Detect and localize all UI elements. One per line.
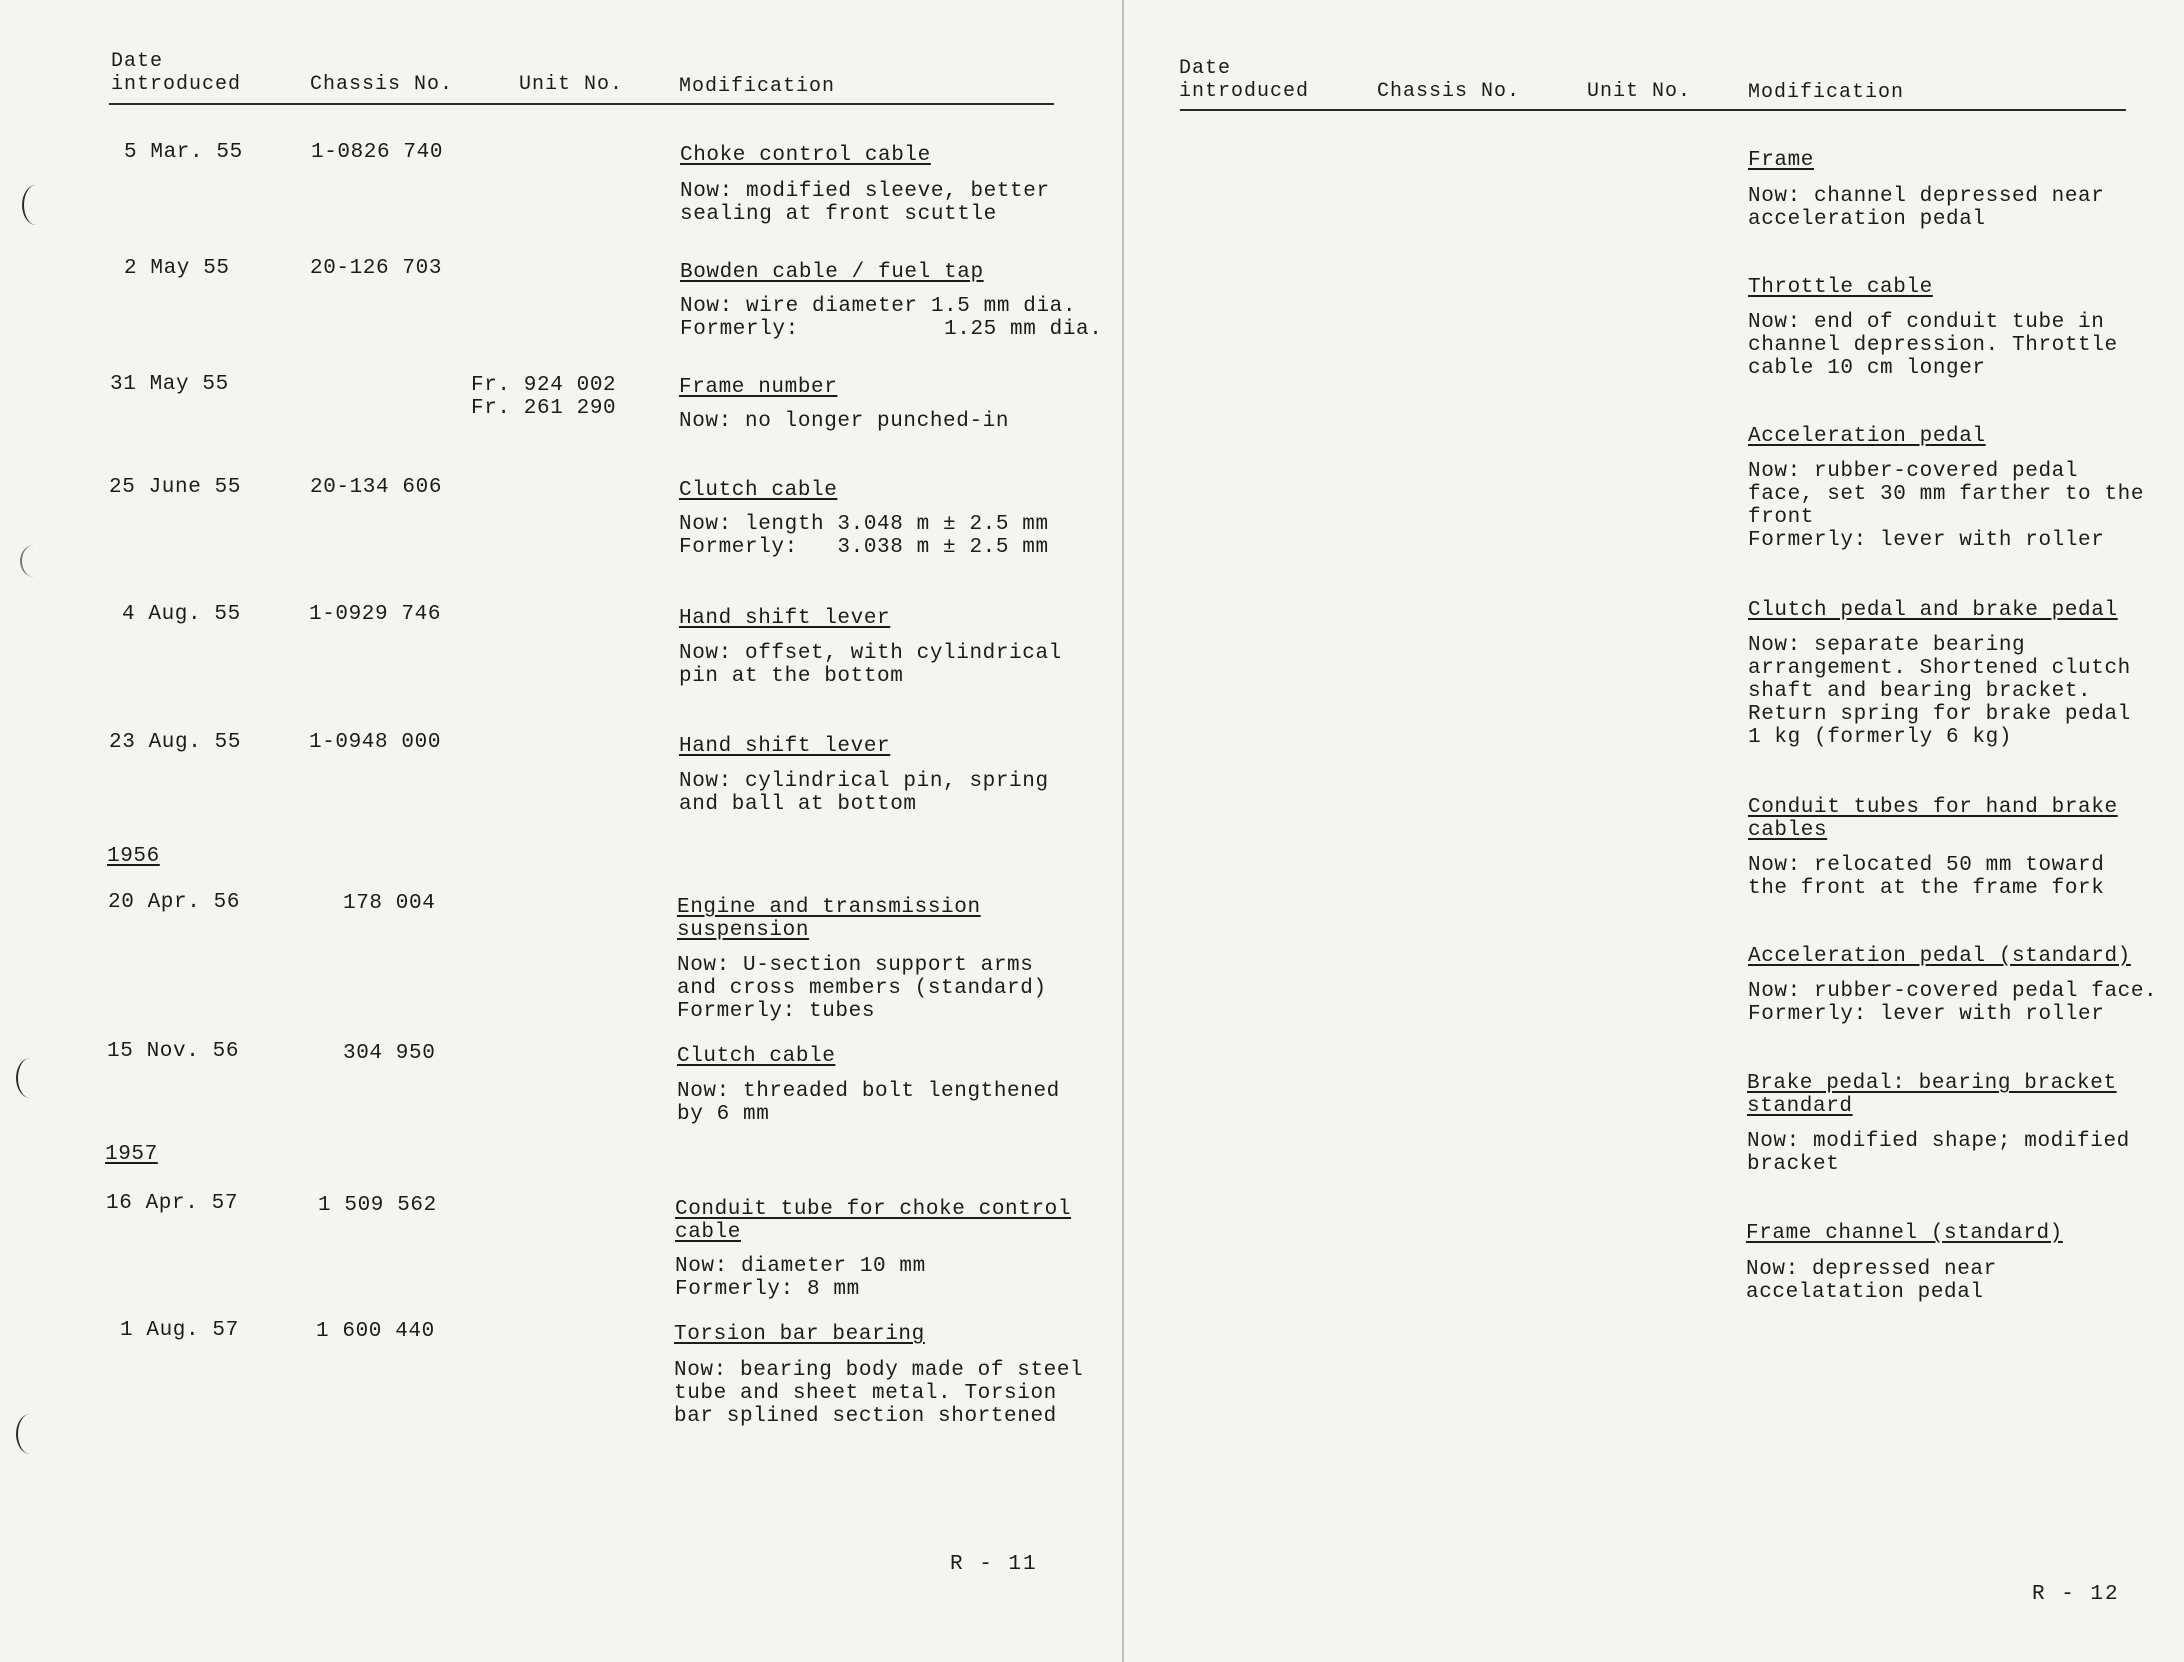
modification-body: Now: bearing body made of steel tube and sheet metal. Torsion bar splined section shortened: [674, 1359, 1084, 1428]
modification-title: Frame number: [679, 376, 838, 399]
modification-body: Now: relocated 50 mm toward the front at the frame fork: [1748, 854, 2105, 900]
modification-body: Now: rubber-covered pedal face. Formerly: lever with roller: [1748, 980, 2158, 1026]
row-chassis: 20-126 703: [310, 257, 443, 280]
modification-body: Now: wire diameter 1.5 mm dia. Formerly: 1.25 mm dia.: [680, 295, 1103, 341]
header-rule: [109, 103, 1054, 105]
header-modification: Modification: [1748, 81, 1905, 104]
modification-body: Now: offset, with cylindrical pin at the bottom: [679, 642, 1062, 688]
year-heading: 1957: [105, 1143, 158, 1166]
row-chassis: 1 600 440: [316, 1320, 435, 1343]
modification-body: Now: rubber-covered pedal face, set 30 mm farther to the front Formerly: lever with roller: [1748, 460, 2145, 552]
row-date: 2 May 55: [124, 257, 230, 280]
modification-body: Now: modified sleeve, better sealing at front scuttle: [680, 180, 1050, 226]
row-date: 20 Apr. 56: [108, 891, 241, 914]
modification-title: Throttle cable: [1748, 276, 1933, 299]
modification-title: Hand shift lever: [679, 735, 891, 758]
header-date: Date introduced: [111, 50, 242, 96]
modification-title: Conduit tube for choke control cable: [675, 1198, 1072, 1244]
header-chassis: Chassis No.: [1377, 80, 1521, 103]
modification-title: Engine and transmission suspension: [677, 896, 981, 942]
modification-title: Clutch pedal and brake pedal: [1748, 599, 2118, 622]
modification-title: Choke control cable: [680, 144, 931, 167]
row-chassis: 1-0929 746: [309, 603, 442, 626]
modification-title: Bowden cable / fuel tap: [680, 261, 984, 284]
modification-title: Acceleration pedal (standard): [1748, 945, 2131, 968]
row-date: 23 Aug. 55: [109, 731, 242, 754]
modification-body: Now: channel depressed near acceleration pedal: [1748, 185, 2105, 231]
modification-title: Clutch cable: [677, 1045, 836, 1068]
modification-body: Now: length 3.048 m ± 2.5 mm Formerly: 3.038 m ± 2.5 mm: [679, 513, 1049, 559]
header-rule: [1180, 109, 2126, 111]
modification-body: Now: no longer punched-in: [679, 410, 1010, 433]
modification-title: Hand shift lever: [679, 607, 891, 630]
modification-title: Conduit tubes for hand brake cables: [1748, 796, 2118, 842]
row-unit: Fr. 924 002 Fr. 261 290: [471, 374, 617, 420]
year-heading: 1956: [107, 845, 160, 868]
modification-body: Now: depressed near accelatation pedal: [1746, 1258, 1997, 1304]
row-date: 25 June 55: [109, 476, 242, 499]
modification-body: Now: cylindrical pin, spring and ball at bottom: [679, 770, 1049, 816]
page-number: R - 12: [2032, 1583, 2120, 1606]
header-modification: Modification: [679, 75, 836, 98]
row-date: 16 Apr. 57: [106, 1192, 239, 1215]
modification-body: Now: diameter 10 mm Formerly: 8 mm: [675, 1255, 926, 1301]
modification-title: Acceleration pedal: [1748, 425, 1986, 448]
row-date: 5 Mar. 55: [124, 141, 243, 164]
modification-body: Now: end of conduit tube in channel depression. Throttle cable 10 cm longer: [1748, 311, 2118, 380]
row-chassis: 1-0948 000: [309, 731, 442, 754]
row-chassis: 178 004: [343, 892, 436, 915]
modification-title: Brake pedal: bearing bracket standard: [1747, 1072, 2117, 1118]
row-date: 31 May 55: [110, 373, 229, 396]
row-date: 1 Aug. 57: [120, 1319, 239, 1342]
modification-body: Now: modified shape; modified bracket: [1747, 1130, 2130, 1176]
modification-body: Now: threaded bolt lengthened by 6 mm: [677, 1080, 1060, 1126]
right-page: [1124, 0, 2184, 1662]
modification-title: Torsion bar bearing: [674, 1323, 925, 1346]
modification-body: Now: U-section support arms and cross members (standard) Formerly: tubes: [677, 954, 1047, 1023]
modification-title: Frame: [1748, 149, 1815, 172]
header-unit: Unit No.: [519, 73, 624, 96]
header-date: Date introduced: [1179, 57, 1310, 103]
modification-title: Clutch cable: [679, 479, 838, 502]
header-chassis: Chassis No.: [310, 73, 454, 96]
row-chassis: 304 950: [343, 1042, 436, 1065]
page-number: R - 11: [950, 1553, 1038, 1576]
row-chassis: 1 509 562: [318, 1194, 437, 1217]
header-unit: Unit No.: [1587, 80, 1692, 103]
row-chassis: 1-0826 740: [311, 141, 444, 164]
row-chassis: 20-134 606: [310, 476, 443, 499]
row-date: 4 Aug. 55: [122, 603, 241, 626]
modification-body: Now: separate bearing arrangement. Shortened clutch shaft and bearing bracket. Return spring for brake pedal 1 kg (formerly 6 kg): [1748, 634, 2131, 749]
row-date: 15 Nov. 56: [107, 1040, 240, 1063]
modification-title: Frame channel (standard): [1746, 1222, 2063, 1245]
